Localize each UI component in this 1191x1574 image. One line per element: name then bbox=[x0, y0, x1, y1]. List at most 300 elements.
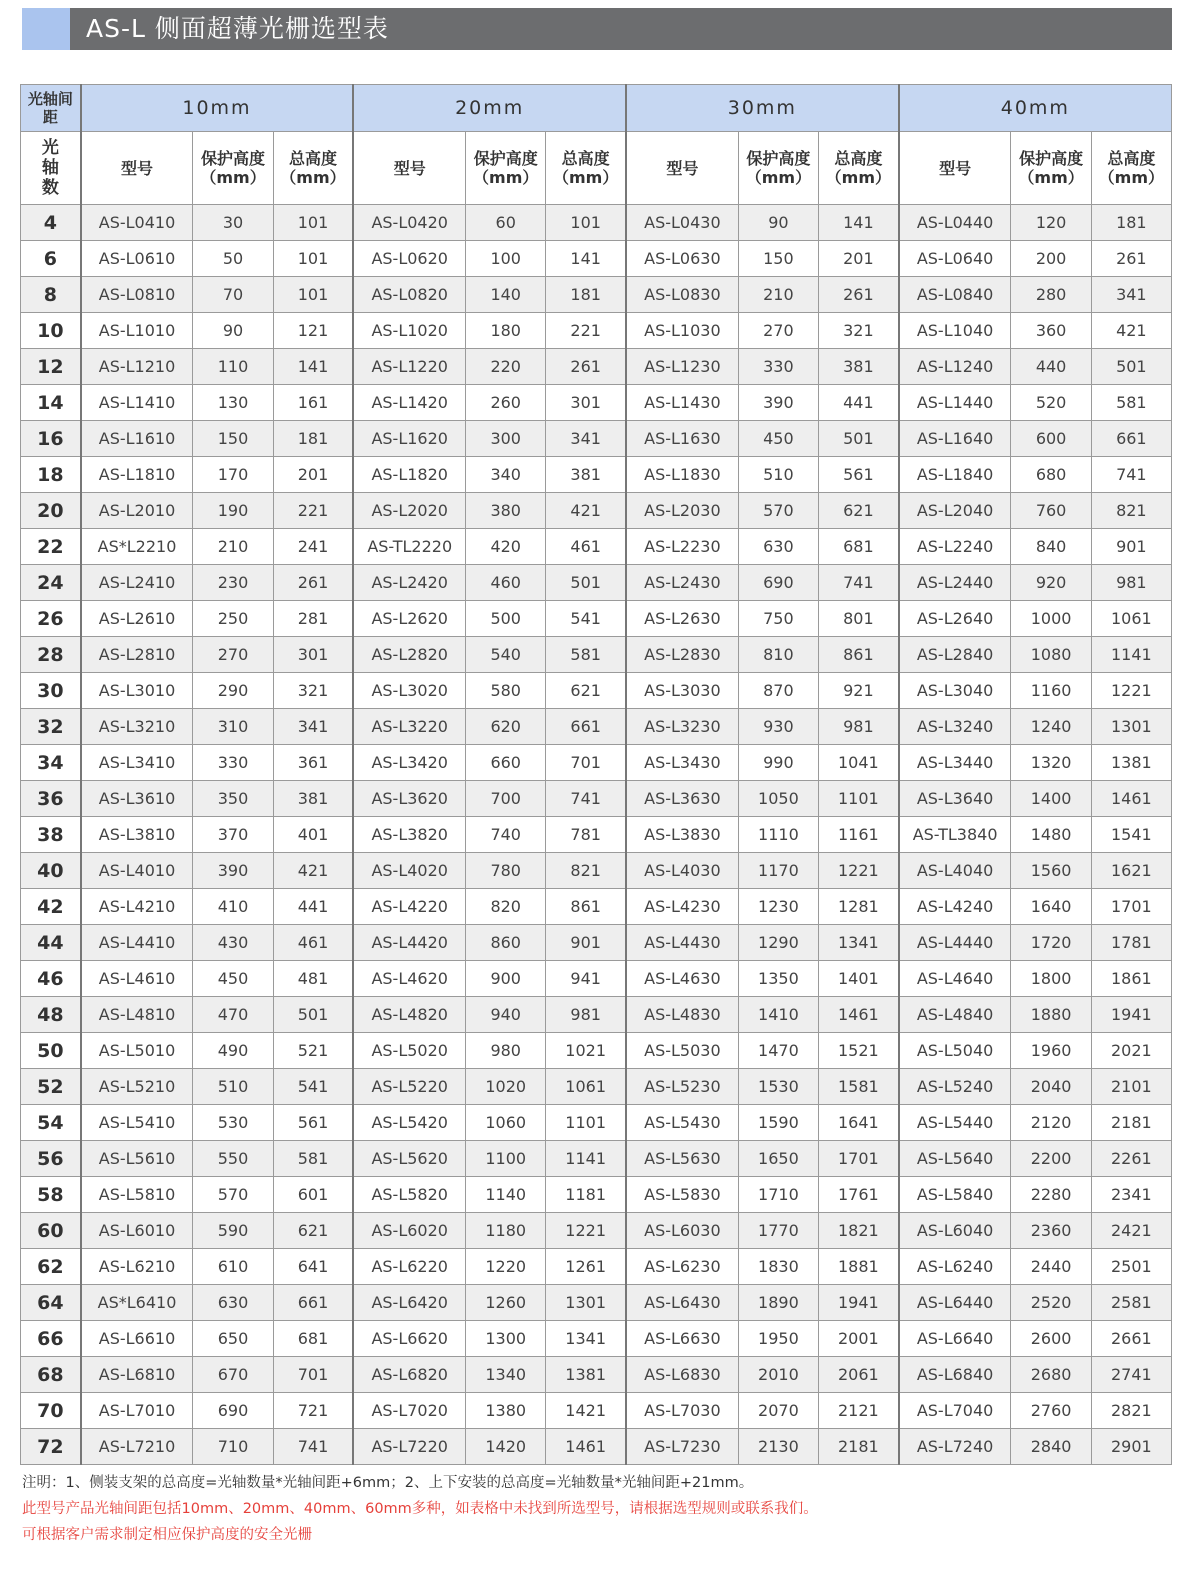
total-height-cell: 661 bbox=[546, 709, 626, 745]
table-row bbox=[21, 1321, 1172, 1357]
protect-height-cell: 220 bbox=[466, 349, 546, 385]
protect-height-cell: 630 bbox=[738, 529, 818, 565]
model-cell: AS-L7210 bbox=[81, 1429, 193, 1465]
protect-height-cell: 1020 bbox=[466, 1069, 546, 1105]
total-height-cell: 1401 bbox=[819, 961, 899, 997]
spacing-header-30: 30mm bbox=[626, 85, 899, 132]
model-cell: AS-L3820 bbox=[353, 817, 465, 853]
table-row bbox=[21, 457, 1172, 493]
model-cell: AS-L7230 bbox=[626, 1429, 738, 1465]
total-height-cell: 901 bbox=[546, 925, 626, 961]
table-row bbox=[21, 1357, 1172, 1393]
total-height-cell: 1381 bbox=[1091, 745, 1171, 781]
total-height-cell: 861 bbox=[546, 889, 626, 925]
total-height-cell: 181 bbox=[1091, 205, 1171, 241]
axes-count-cell: 30 bbox=[21, 673, 81, 709]
model-cell: AS-L3210 bbox=[81, 709, 193, 745]
total-height-cell: 681 bbox=[273, 1321, 353, 1357]
protect-height-cell: 940 bbox=[466, 997, 546, 1033]
protect-height-cell: 2040 bbox=[1011, 1069, 1091, 1105]
protect-height-cell: 690 bbox=[193, 1393, 273, 1429]
model-cell: AS-L1210 bbox=[81, 349, 193, 385]
total-height-cell: 501 bbox=[819, 421, 899, 457]
model-cell: AS-L5620 bbox=[353, 1141, 465, 1177]
total-height-cell: 1461 bbox=[546, 1429, 626, 1465]
total-height-cell: 421 bbox=[273, 853, 353, 889]
protect-height-cell: 230 bbox=[193, 565, 273, 601]
protect-height-cell: 1830 bbox=[738, 1249, 818, 1285]
model-cell: AS-L0430 bbox=[626, 205, 738, 241]
axes-count-cell: 58 bbox=[21, 1177, 81, 1213]
column-header-protect-height: 保护高度（mm） bbox=[738, 132, 818, 205]
axes-count-cell: 70 bbox=[21, 1393, 81, 1429]
total-height-cell: 1021 bbox=[546, 1033, 626, 1069]
axes-count-label: 光轴数 bbox=[41, 138, 59, 198]
protect-height-cell: 120 bbox=[1011, 205, 1091, 241]
table-row bbox=[21, 349, 1172, 385]
total-height-cell: 1701 bbox=[1091, 889, 1171, 925]
model-cell: AS-L4640 bbox=[899, 961, 1011, 997]
total-height-cell: 741 bbox=[819, 565, 899, 601]
note-spacing-options: 此型号产品光轴间距包括10mm、20mm、40mm、60mm多种，如表格中未找到所选型号，请根据选型规则或联系我们。 bbox=[22, 1501, 818, 1517]
model-cell: AS-L3610 bbox=[81, 781, 193, 817]
protect-height-cell: 740 bbox=[466, 817, 546, 853]
total-height-cell: 501 bbox=[1091, 349, 1171, 385]
model-cell: AS-L0410 bbox=[81, 205, 193, 241]
model-cell: AS-L6630 bbox=[626, 1321, 738, 1357]
model-cell: AS-L2820 bbox=[353, 637, 465, 673]
selection-table bbox=[20, 84, 1172, 1465]
total-height-cell: 1781 bbox=[1091, 925, 1171, 961]
protect-height-cell: 150 bbox=[738, 241, 818, 277]
model-cell: AS*L2210 bbox=[81, 529, 193, 565]
protect-height-cell: 1560 bbox=[1011, 853, 1091, 889]
protect-height-cell: 570 bbox=[738, 493, 818, 529]
protect-height-cell: 820 bbox=[466, 889, 546, 925]
model-cell: AS-L0640 bbox=[899, 241, 1011, 277]
protect-height-cell: 450 bbox=[738, 421, 818, 457]
total-height-cell: 981 bbox=[546, 997, 626, 1033]
model-cell: AS-L4610 bbox=[81, 961, 193, 997]
total-height-cell: 601 bbox=[273, 1177, 353, 1213]
model-cell: AS-L6420 bbox=[353, 1285, 465, 1321]
protect-height-cell: 840 bbox=[1011, 529, 1091, 565]
total-height-cell: 441 bbox=[273, 889, 353, 925]
protect-height-cell: 660 bbox=[466, 745, 546, 781]
table-row bbox=[21, 529, 1172, 565]
total-height-cell: 1041 bbox=[819, 745, 899, 781]
protect-height-cell: 200 bbox=[1011, 241, 1091, 277]
axes-count-cell: 50 bbox=[21, 1033, 81, 1069]
axes-count-cell: 72 bbox=[21, 1429, 81, 1465]
column-header-total-height: 总高度（mm） bbox=[273, 132, 353, 205]
header-row-columns bbox=[21, 132, 1172, 205]
model-cell: AS-L5440 bbox=[899, 1105, 1011, 1141]
spacing-header-20: 20mm bbox=[353, 85, 626, 132]
total-height-cell: 901 bbox=[1091, 529, 1171, 565]
total-height-cell: 861 bbox=[819, 637, 899, 673]
table-row bbox=[21, 745, 1172, 781]
model-cell: AS-L4830 bbox=[626, 997, 738, 1033]
protect-height-cell: 210 bbox=[193, 529, 273, 565]
total-height-cell: 321 bbox=[273, 673, 353, 709]
model-cell: AS-L5630 bbox=[626, 1141, 738, 1177]
corner-spacing-label: 光轴间距 bbox=[21, 85, 81, 132]
total-height-cell: 121 bbox=[273, 313, 353, 349]
total-height-cell: 261 bbox=[1091, 241, 1171, 277]
table-row bbox=[21, 421, 1172, 457]
protect-height-cell: 2280 bbox=[1011, 1177, 1091, 1213]
total-height-cell: 201 bbox=[819, 241, 899, 277]
protect-height-cell: 70 bbox=[193, 277, 273, 313]
model-cell: AS-L3810 bbox=[81, 817, 193, 853]
model-cell: AS-L1820 bbox=[353, 457, 465, 493]
total-height-cell: 721 bbox=[273, 1393, 353, 1429]
table-row bbox=[21, 385, 1172, 421]
column-header-total-height: 总高度（mm） bbox=[1091, 132, 1171, 205]
axes-count-cell: 60 bbox=[21, 1213, 81, 1249]
protect-height-cell: 1290 bbox=[738, 925, 818, 961]
protect-height-cell: 370 bbox=[193, 817, 273, 853]
model-cell: AS-L4040 bbox=[899, 853, 1011, 889]
protect-height-cell: 390 bbox=[193, 853, 273, 889]
total-height-cell: 561 bbox=[273, 1105, 353, 1141]
axes-count-cell: 64 bbox=[21, 1285, 81, 1321]
protect-height-cell: 510 bbox=[193, 1069, 273, 1105]
protect-height-cell: 60 bbox=[466, 205, 546, 241]
protect-height-cell: 2010 bbox=[738, 1357, 818, 1393]
model-cell: AS-L5220 bbox=[353, 1069, 465, 1105]
total-height-cell: 1221 bbox=[1091, 673, 1171, 709]
model-cell: AS-L4630 bbox=[626, 961, 738, 997]
total-height-cell: 941 bbox=[546, 961, 626, 997]
protect-height-cell: 180 bbox=[466, 313, 546, 349]
protect-height-cell: 810 bbox=[738, 637, 818, 673]
total-height-cell: 181 bbox=[273, 421, 353, 457]
model-cell: AS-L2230 bbox=[626, 529, 738, 565]
total-height-cell: 741 bbox=[546, 781, 626, 817]
table-row bbox=[21, 853, 1172, 889]
model-cell: AS-L2020 bbox=[353, 493, 465, 529]
model-cell: AS-L1040 bbox=[899, 313, 1011, 349]
total-height-cell: 281 bbox=[273, 601, 353, 637]
model-cell: AS-L3030 bbox=[626, 673, 738, 709]
total-height-cell: 1101 bbox=[819, 781, 899, 817]
total-height-cell: 301 bbox=[273, 637, 353, 673]
total-height-cell: 1581 bbox=[819, 1069, 899, 1105]
table-row bbox=[21, 1069, 1172, 1105]
total-height-cell: 621 bbox=[273, 1213, 353, 1249]
total-height-cell: 221 bbox=[546, 313, 626, 349]
protect-height-cell: 130 bbox=[193, 385, 273, 421]
protect-height-cell: 210 bbox=[738, 277, 818, 313]
total-height-cell: 1261 bbox=[546, 1249, 626, 1285]
model-cell: AS-L4220 bbox=[353, 889, 465, 925]
protect-height-cell: 1640 bbox=[1011, 889, 1091, 925]
protect-height-cell: 1800 bbox=[1011, 961, 1091, 997]
protect-height-cell: 550 bbox=[193, 1141, 273, 1177]
model-cell: AS-L7020 bbox=[353, 1393, 465, 1429]
title-accent-block bbox=[22, 8, 70, 50]
protect-height-cell: 450 bbox=[193, 961, 273, 997]
model-cell: AS-L7010 bbox=[81, 1393, 193, 1429]
total-height-cell: 821 bbox=[1091, 493, 1171, 529]
model-cell: AS-L3220 bbox=[353, 709, 465, 745]
protect-height-cell: 1410 bbox=[738, 997, 818, 1033]
axes-count-cell: 16 bbox=[21, 421, 81, 457]
protect-height-cell: 1350 bbox=[738, 961, 818, 997]
total-height-cell: 441 bbox=[819, 385, 899, 421]
note-formula: 注明：1、侧装支架的总高度=光轴数量*光轴间距+6mm；2、上下安装的总高度=光轴数量*光轴间距+21mm。 bbox=[22, 1475, 754, 1491]
total-height-cell: 381 bbox=[546, 457, 626, 493]
total-height-cell: 581 bbox=[1091, 385, 1171, 421]
model-cell: AS-L5430 bbox=[626, 1105, 738, 1141]
table-row bbox=[21, 817, 1172, 853]
model-cell: AS-L6610 bbox=[81, 1321, 193, 1357]
total-height-cell: 581 bbox=[273, 1141, 353, 1177]
model-cell: AS-L2610 bbox=[81, 601, 193, 637]
protect-height-cell: 650 bbox=[193, 1321, 273, 1357]
protect-height-cell: 500 bbox=[466, 601, 546, 637]
model-cell: AS-L6830 bbox=[626, 1357, 738, 1393]
total-height-cell: 701 bbox=[273, 1357, 353, 1393]
total-height-cell: 381 bbox=[819, 349, 899, 385]
model-cell: AS-L4820 bbox=[353, 997, 465, 1033]
protect-height-cell: 610 bbox=[193, 1249, 273, 1285]
protect-height-cell: 980 bbox=[466, 1033, 546, 1069]
protect-height-cell: 380 bbox=[466, 493, 546, 529]
model-cell: AS-L3440 bbox=[899, 745, 1011, 781]
total-height-cell: 2821 bbox=[1091, 1393, 1171, 1429]
model-cell: AS-L3410 bbox=[81, 745, 193, 781]
total-height-cell: 681 bbox=[819, 529, 899, 565]
column-header-protect-height: 保护高度（mm） bbox=[193, 132, 273, 205]
table-row bbox=[21, 673, 1172, 709]
protect-height-cell: 680 bbox=[1011, 457, 1091, 493]
total-height-cell: 2061 bbox=[819, 1357, 899, 1393]
protect-height-cell: 1590 bbox=[738, 1105, 818, 1141]
axes-count-cell: 52 bbox=[21, 1069, 81, 1105]
model-cell: AS-L2410 bbox=[81, 565, 193, 601]
axes-count-cell: 68 bbox=[21, 1357, 81, 1393]
total-height-cell: 2421 bbox=[1091, 1213, 1171, 1249]
protect-height-cell: 2070 bbox=[738, 1393, 818, 1429]
table-row bbox=[21, 1285, 1172, 1321]
axes-count-cell: 18 bbox=[21, 457, 81, 493]
total-height-cell: 781 bbox=[546, 817, 626, 853]
total-height-cell: 1701 bbox=[819, 1141, 899, 1177]
protect-height-cell: 270 bbox=[193, 637, 273, 673]
total-height-cell: 1341 bbox=[546, 1321, 626, 1357]
model-cell: AS-L7040 bbox=[899, 1393, 1011, 1429]
model-cell: AS-L5020 bbox=[353, 1033, 465, 1069]
axes-count-cell: 28 bbox=[21, 637, 81, 673]
total-height-cell: 341 bbox=[546, 421, 626, 457]
model-cell: AS-L4620 bbox=[353, 961, 465, 997]
protect-height-cell: 100 bbox=[466, 241, 546, 277]
model-cell: AS-L5820 bbox=[353, 1177, 465, 1213]
model-cell: AS-L2040 bbox=[899, 493, 1011, 529]
model-cell: AS-L6020 bbox=[353, 1213, 465, 1249]
total-height-cell: 1861 bbox=[1091, 961, 1171, 997]
axes-count-cell: 6 bbox=[21, 241, 81, 277]
model-cell: AS-L4030 bbox=[626, 853, 738, 889]
protect-height-cell: 990 bbox=[738, 745, 818, 781]
total-height-cell: 101 bbox=[273, 241, 353, 277]
model-cell: AS-L4230 bbox=[626, 889, 738, 925]
protect-height-cell: 2520 bbox=[1011, 1285, 1091, 1321]
total-height-cell: 981 bbox=[819, 709, 899, 745]
total-height-cell: 1161 bbox=[819, 817, 899, 853]
protect-height-cell: 350 bbox=[193, 781, 273, 817]
total-height-cell: 1381 bbox=[546, 1357, 626, 1393]
protect-height-cell: 270 bbox=[738, 313, 818, 349]
total-height-cell: 1941 bbox=[1091, 997, 1171, 1033]
column-header-total-height: 总高度（mm） bbox=[546, 132, 626, 205]
model-cell: AS-L3430 bbox=[626, 745, 738, 781]
total-height-cell: 1821 bbox=[819, 1213, 899, 1249]
model-cell: AS-L6840 bbox=[899, 1357, 1011, 1393]
axes-count-cell: 22 bbox=[21, 529, 81, 565]
protect-height-cell: 300 bbox=[466, 421, 546, 457]
model-cell: AS-L1020 bbox=[353, 313, 465, 349]
protect-height-cell: 1260 bbox=[466, 1285, 546, 1321]
model-cell: AS-L2840 bbox=[899, 637, 1011, 673]
protect-height-cell: 530 bbox=[193, 1105, 273, 1141]
protect-height-cell: 1180 bbox=[466, 1213, 546, 1249]
protect-height-cell: 1050 bbox=[738, 781, 818, 817]
total-height-cell: 661 bbox=[1091, 421, 1171, 457]
model-cell: AS-L7220 bbox=[353, 1429, 465, 1465]
model-cell: AS-L0820 bbox=[353, 277, 465, 313]
model-cell: AS-L5810 bbox=[81, 1177, 193, 1213]
protect-height-cell: 170 bbox=[193, 457, 273, 493]
model-cell: AS-L2440 bbox=[899, 565, 1011, 601]
axes-count-cell: 8 bbox=[21, 277, 81, 313]
protect-height-cell: 750 bbox=[738, 601, 818, 637]
axes-count-cell: 42 bbox=[21, 889, 81, 925]
protect-height-cell: 290 bbox=[193, 673, 273, 709]
model-cell: AS-L0440 bbox=[899, 205, 1011, 241]
axes-count-cell: 4 bbox=[21, 205, 81, 241]
model-cell: AS-L1840 bbox=[899, 457, 1011, 493]
table-row bbox=[21, 565, 1172, 601]
header-row-spacing bbox=[21, 85, 1172, 132]
protect-height-cell: 1220 bbox=[466, 1249, 546, 1285]
table-row bbox=[21, 997, 1172, 1033]
table-row bbox=[21, 781, 1172, 817]
protect-height-cell: 1340 bbox=[466, 1357, 546, 1393]
protect-height-cell: 780 bbox=[466, 853, 546, 889]
total-height-cell: 1461 bbox=[1091, 781, 1171, 817]
axes-count-cell: 54 bbox=[21, 1105, 81, 1141]
model-cell: AS-L1810 bbox=[81, 457, 193, 493]
total-height-cell: 1061 bbox=[1091, 601, 1171, 637]
column-header-protect-height: 保护高度（mm） bbox=[1011, 132, 1091, 205]
total-height-cell: 2181 bbox=[1091, 1105, 1171, 1141]
total-height-cell: 2021 bbox=[1091, 1033, 1171, 1069]
protect-height-cell: 90 bbox=[193, 313, 273, 349]
table-row bbox=[21, 925, 1172, 961]
protect-height-cell: 2130 bbox=[738, 1429, 818, 1465]
axes-count-cell: 56 bbox=[21, 1141, 81, 1177]
protect-height-cell: 1080 bbox=[1011, 637, 1091, 673]
model-cell: AS-L5640 bbox=[899, 1141, 1011, 1177]
protect-height-cell: 430 bbox=[193, 925, 273, 961]
protect-height-cell: 2600 bbox=[1011, 1321, 1091, 1357]
protect-height-cell: 310 bbox=[193, 709, 273, 745]
total-height-cell: 541 bbox=[273, 1069, 353, 1105]
model-cell: AS-L0630 bbox=[626, 241, 738, 277]
protect-height-cell: 30 bbox=[193, 205, 273, 241]
model-cell: AS-L2630 bbox=[626, 601, 738, 637]
protect-height-cell: 590 bbox=[193, 1213, 273, 1249]
model-cell: AS-L5840 bbox=[899, 1177, 1011, 1213]
model-cell: AS-L2010 bbox=[81, 493, 193, 529]
total-height-cell: 921 bbox=[819, 673, 899, 709]
table-row bbox=[21, 637, 1172, 673]
total-height-cell: 701 bbox=[546, 745, 626, 781]
total-height-cell: 481 bbox=[273, 961, 353, 997]
axes-count-cell: 32 bbox=[21, 709, 81, 745]
model-cell: AS-L4420 bbox=[353, 925, 465, 961]
protect-height-cell: 460 bbox=[466, 565, 546, 601]
total-height-cell: 1281 bbox=[819, 889, 899, 925]
protect-height-cell: 490 bbox=[193, 1033, 273, 1069]
model-cell: AS-L1430 bbox=[626, 385, 738, 421]
protect-height-cell: 1000 bbox=[1011, 601, 1091, 637]
model-cell: AS-L1240 bbox=[899, 349, 1011, 385]
model-cell: AS-L6820 bbox=[353, 1357, 465, 1393]
table-row bbox=[21, 601, 1172, 637]
protect-height-cell: 390 bbox=[738, 385, 818, 421]
model-cell: AS-L5010 bbox=[81, 1033, 193, 1069]
spacing-header-40: 40mm bbox=[899, 85, 1172, 132]
model-cell: AS-L2810 bbox=[81, 637, 193, 673]
total-height-cell: 181 bbox=[546, 277, 626, 313]
protect-height-cell: 630 bbox=[193, 1285, 273, 1321]
model-cell: AS-L6440 bbox=[899, 1285, 1011, 1321]
total-height-cell: 1181 bbox=[546, 1177, 626, 1213]
total-height-cell: 521 bbox=[273, 1033, 353, 1069]
protect-height-cell: 1770 bbox=[738, 1213, 818, 1249]
total-height-cell: 421 bbox=[546, 493, 626, 529]
protect-height-cell: 90 bbox=[738, 205, 818, 241]
protect-height-cell: 1140 bbox=[466, 1177, 546, 1213]
protect-height-cell: 190 bbox=[193, 493, 273, 529]
title-bar bbox=[22, 8, 1172, 50]
total-height-cell: 1421 bbox=[546, 1393, 626, 1429]
total-height-cell: 2261 bbox=[1091, 1141, 1171, 1177]
total-height-cell: 2661 bbox=[1091, 1321, 1171, 1357]
table-row bbox=[21, 241, 1172, 277]
axes-count-cell: 40 bbox=[21, 853, 81, 889]
total-height-cell: 561 bbox=[819, 457, 899, 493]
model-cell: AS-L1630 bbox=[626, 421, 738, 457]
table-row bbox=[21, 889, 1172, 925]
protect-height-cell: 2120 bbox=[1011, 1105, 1091, 1141]
total-height-cell: 341 bbox=[1091, 277, 1171, 313]
total-height-cell: 361 bbox=[273, 745, 353, 781]
protect-height-cell: 1650 bbox=[738, 1141, 818, 1177]
model-cell: AS-L3830 bbox=[626, 817, 738, 853]
model-cell: AS-L6030 bbox=[626, 1213, 738, 1249]
model-cell: AS-L6620 bbox=[353, 1321, 465, 1357]
total-height-cell: 401 bbox=[273, 817, 353, 853]
model-cell: AS-L6210 bbox=[81, 1249, 193, 1285]
table-row bbox=[21, 1393, 1172, 1429]
protect-height-cell: 540 bbox=[466, 637, 546, 673]
